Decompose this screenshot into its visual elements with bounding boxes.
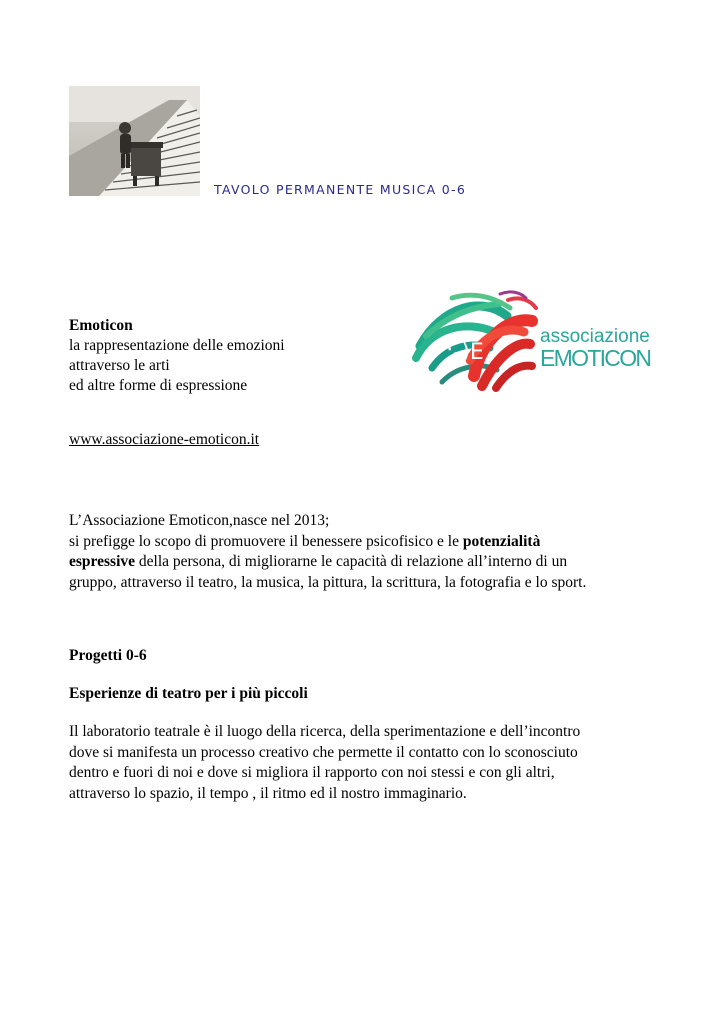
child-piano-photo-graphic xyxy=(69,86,200,196)
projects-line: attraverso lo spazio, il tempo , il ritmo ed il nostro immaginario. xyxy=(69,784,467,802)
page-header-title: TAVOLO PERMANENTE MUSICA 0-6 xyxy=(214,182,467,197)
about-text: si prefigge lo scopo di promuovere il benessere psicofisico e le xyxy=(69,532,463,550)
child-piano-photo xyxy=(69,86,200,196)
projects-line: Il laboratorio teatrale è il luogo della ricerca, della sperimentazione e dell’incontro xyxy=(69,723,581,740)
intro-line: ed altre forme di espressione xyxy=(69,377,248,394)
logo-line2: EMOTICON xyxy=(540,345,652,371)
about-paragraph xyxy=(69,511,669,593)
about-line xyxy=(69,552,669,573)
about-text: della persona, di migliorarne le capacità di relazione all’interno di un xyxy=(135,553,568,570)
intro-title: Emoticon xyxy=(69,317,133,334)
intro-line: attraverso le arti xyxy=(69,357,170,374)
about-line: L’Associazione Emoticon,nasce nel 2013; xyxy=(69,512,330,529)
about-bold: espressive xyxy=(69,553,136,570)
projects-line: dentro e fuori di noi e dove si migliora il rapporto con noi stessi e con gli altri, xyxy=(69,764,555,781)
projects-heading: Progetti 0-6 xyxy=(69,647,147,664)
about-line: gruppo, attraverso il teatro, la musica, la pittura, la scrittura, la fotografia e lo sport. xyxy=(69,573,587,591)
intro-block xyxy=(69,316,399,396)
projects-subheading: Esperienze di teatro per i più piccoli xyxy=(69,685,308,702)
about-bold: potenzialità xyxy=(462,532,541,550)
intro-line: la rappresentazione delle emozioni xyxy=(69,337,285,354)
website-link[interactable]: www.associazione-emoticon.it xyxy=(69,431,260,448)
emoticon-logo-icon xyxy=(412,286,662,396)
emoticon-logo-graphic xyxy=(412,286,662,396)
projects-paragraph xyxy=(69,722,669,804)
logo-mark: :-)E xyxy=(446,340,484,365)
logo-line1: associazione xyxy=(540,326,650,347)
about-line xyxy=(69,532,669,553)
projects-line: dove si manifesta un processo creativo che permette il contatto con lo sconosciuto xyxy=(69,743,578,761)
